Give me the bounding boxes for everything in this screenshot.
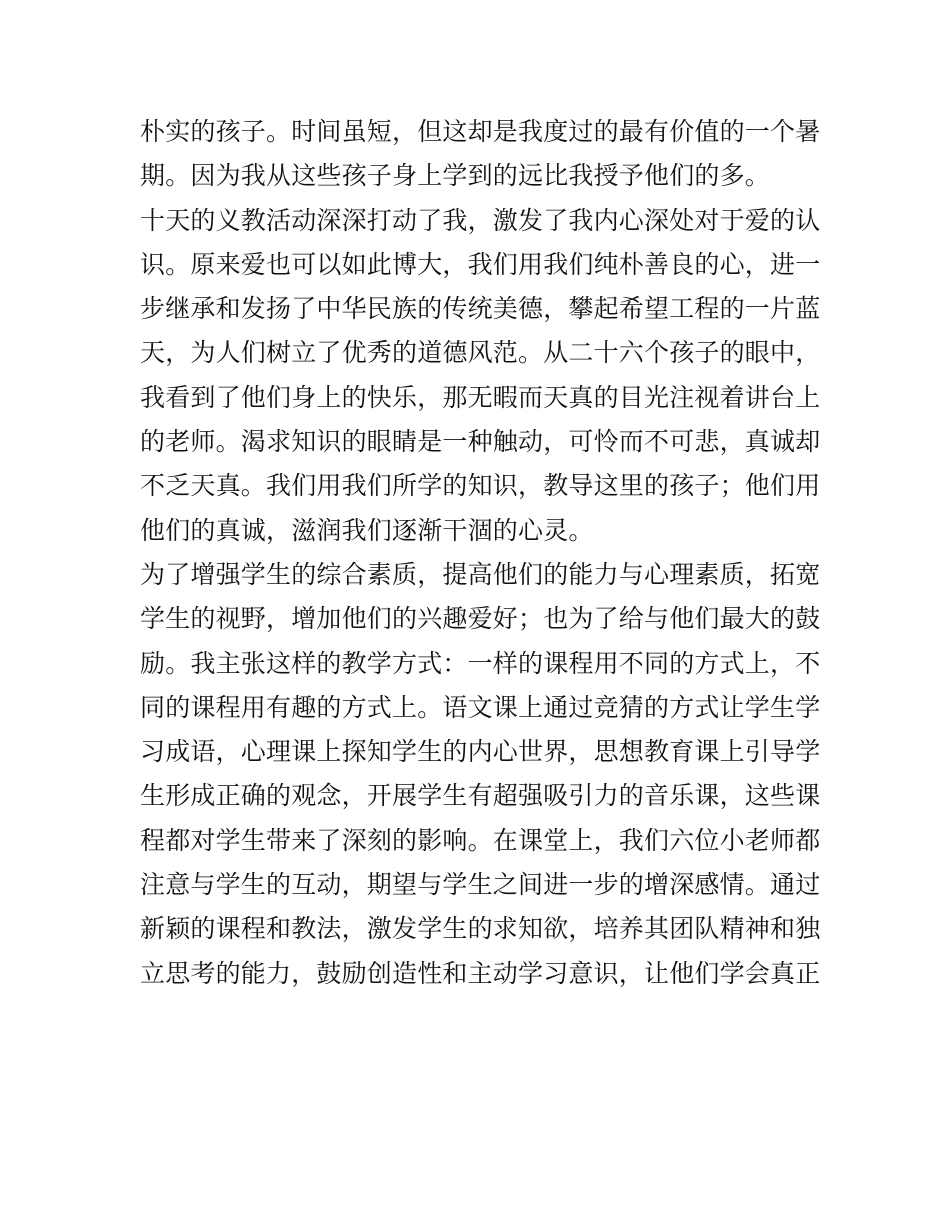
text-line: 生形成正确的观念，开展学生有超强吸引力的音乐课，这些课: [140, 781, 820, 811]
text-line: 识。原来爱也可以如此博大，我们用我们纯朴善良的心，进一: [140, 249, 820, 279]
text-line: 程都对学生带来了深刻的影响。在课堂上，我们六位小老师都: [140, 825, 820, 855]
text-line: 注意与学生的互动，期望与学生之间进一步的增深感情。通过: [140, 870, 820, 900]
text-line: 的老师。渴求知识的眼睛是一种触动，可怜而不可悲，真诚却: [140, 427, 820, 457]
text-line: 我看到了他们身上的快乐，那无暇而天真的目光注视着讲台上: [140, 382, 820, 412]
text-line: 习成语，心理课上探知学生的内心世界，思想教育课上引导学: [140, 737, 820, 767]
body-text: [140, 110, 820, 996]
text-line: 他们的真诚，滋润我们逐渐干涸的心灵。: [140, 515, 594, 545]
text-line: 天，为人们树立了优秀的道德风范。从二十六个孩子的眼中，: [140, 338, 820, 368]
text-line: 立思考的能力，鼓励创造性和主动学习意识，让他们学会真正: [140, 958, 820, 988]
text-line: 不乏天真。我们用我们所学的知识，教导这里的孩子；他们用: [140, 471, 820, 501]
text-line: 学生的视野，增加他们的兴趣爱好；也为了给与他们最大的鼓: [140, 604, 820, 634]
text-line: 为了增强学生的综合素质，提高他们的能力与心理素质，拓宽: [140, 559, 820, 589]
text-line: 同的课程用有趣的方式上。语文课上通过竞猜的方式让学生学: [140, 692, 820, 722]
text-line: 励。我主张这样的教学方式：一样的课程用不同的方式上，不: [140, 648, 820, 678]
text-line: 期。因为我从这些孩子身上学到的远比我授予他们的多。: [140, 161, 771, 191]
text-line: 朴实的孩子。时间虽短，但这却是我度过的最有价值的一个暑: [140, 117, 820, 146]
text-line: 步继承和发扬了中华民族的传统美德，攀起希望工程的一片蓝: [140, 294, 820, 324]
text-line: 十天的义教活动深深打动了我，激发了我内心深处对于爱的认: [140, 205, 820, 235]
text-line: 新颖的课程和教法，激发学生的求知欲，培养其团队精神和独: [140, 914, 820, 944]
